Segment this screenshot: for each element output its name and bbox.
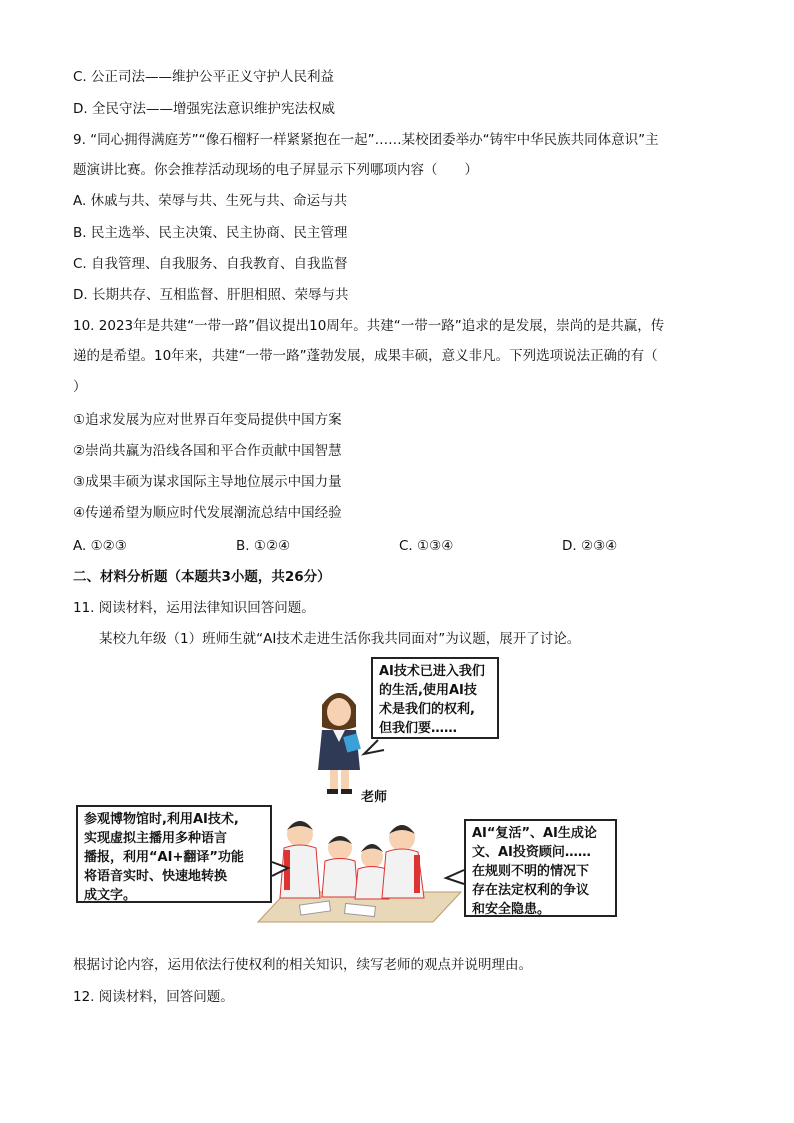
q10-option-b: B. ①②④ — [236, 538, 291, 554]
left-bubble-line: 成文字。 — [84, 888, 137, 903]
q11-task: 根据讨论内容，运用依法行使权利的相关知识，续写老师的观点并说明理由。 — [73, 957, 532, 973]
q8-option-d: D. 全民守法——增强宪法意识维护宪法权威 — [73, 101, 335, 117]
q10-stem-line2: 递的是希望。10年来，共建“一带一路”蓬勃发展，成果丰硕，意义非凡。下列选项说法正确的有（ — [73, 348, 658, 364]
teacher-speech-bubble — [371, 657, 499, 739]
right-bubble-line: 文、AI投资顾问…… — [472, 845, 591, 860]
left-bubble-line: 实现虚拟主播用多种语言 — [84, 831, 228, 846]
right-bubble-line: AI“复活”、AI生成论 — [472, 826, 597, 841]
q9-option-c: C. 自我管理、自我服务、自我教育、自我监督 — [73, 256, 348, 272]
section-2-heading: 二、材料分析题（本题共3小题，共26分） — [73, 569, 331, 585]
q10-option-d: D. ②③④ — [562, 538, 618, 554]
q9-option-a: A. 休戚与共、荣辱与共、生死与共、命运与共 — [73, 193, 348, 209]
q10-option-c: C. ①③④ — [399, 538, 454, 554]
q10-stem-line1: 10. 2023年是共建“一带一路”倡议提出10周年。共建“一带一路”追求的是发展，崇尚的是共赢，传 — [73, 318, 665, 334]
q11-stem: 11. 阅读材料，运用法律知识回答问题。 — [73, 600, 315, 616]
left-bubble-line: 参观博物馆时,利用AI技术, — [84, 812, 239, 827]
q8-option-c: C. 公正司法——维护公平正义守护人民利益 — [73, 69, 335, 85]
q10-statement-4: ④传递希望为顺应时代发展潮流总结中国经验 — [73, 505, 342, 521]
q11-material: 某校九年级（1）班师生就“AI技术走进生活你我共同面对”为议题，展开了讨论。 — [99, 631, 581, 647]
q9-option-b: B. 民主选举、民主决策、民主协商、民主管理 — [73, 225, 348, 241]
q9-stem-line2: 题演讲比赛。你会推荐活动现场的电子屏显示下列哪项内容（ ） — [73, 162, 478, 178]
q9-stem-line1: 9. “同心拥得满庭芳”“像石榴籽一样紧紧抱在一起”……某校团委举办“铸牢中华民族共同体意识”主 — [73, 132, 659, 148]
right-bubble-line: 在规则不明的情况下 — [472, 864, 590, 879]
teacher-bubble-line: AI技术已进入我们 — [379, 664, 485, 679]
students-right-speech-bubble — [464, 819, 617, 917]
students-figure — [258, 821, 461, 922]
q10-option-a: A. ①②③ — [73, 538, 127, 554]
left-bubble-line: 将语音实时、快速地转换 — [84, 869, 228, 884]
teacher-bubble-line: 术是我们的权利, — [379, 702, 475, 717]
teacher-label: 老师 — [361, 790, 388, 805]
q10-statement-3: ③成果丰硕为谋求国际主导地位展示中国力量 — [73, 474, 342, 490]
q10-stem-line3: ） — [73, 379, 87, 395]
right-bubble-line: 和安全隐患。 — [472, 902, 551, 917]
left-bubble-line: 播报，利用“AI+翻译”功能 — [84, 850, 244, 865]
right-bubble-line: 存在法定权利的争议 — [472, 883, 590, 898]
q10-statement-2: ②崇尚共赢为沿线各国和平合作贡献中国智慧 — [73, 443, 342, 459]
teacher-figure — [318, 693, 361, 794]
students-left-speech-bubble — [76, 805, 272, 903]
q10-statement-1: ①追求发展为应对世界百年变局提供中国方案 — [73, 412, 342, 428]
q12-stem: 12. 阅读材料，回答问题。 — [73, 989, 234, 1005]
teacher-bubble-line: 的生活,使用AI技 — [379, 683, 477, 698]
teacher-bubble-line: 但我们要…… — [379, 721, 458, 736]
q9-option-d: D. 长期共存、互相监督、肝胆相照、荣辱与共 — [73, 287, 349, 303]
